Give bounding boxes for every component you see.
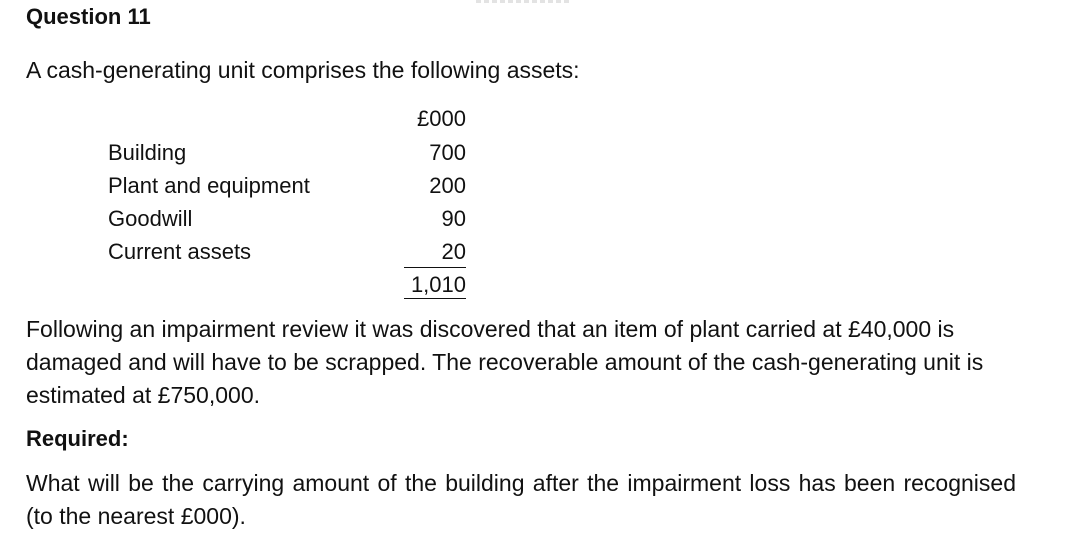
assets-table — [108, 106, 468, 302]
asset-label: Plant and equipment — [108, 173, 310, 198]
asset-value: 90 — [441, 206, 466, 231]
asset-value: 700 — [429, 140, 466, 165]
table-row — [108, 173, 468, 206]
scenario-paragraph: Following an impairment review it was discovered that an item of plant carried at £40,000 is damaged and will have to be scrapped. The recoverable amount of the cash-generating unit is estimated at £750,000. — [26, 316, 984, 408]
question-intro: A cash-generating unit comprises the following assets: — [26, 57, 580, 83]
total-value: 1,010 — [410, 272, 466, 297]
question-title: Question 11 — [26, 4, 151, 29]
table-row — [108, 206, 468, 239]
scan-artifact — [476, 0, 572, 3]
required-text: What will be the carrying amount of the building after the impairment loss has been recognised (to the nearest £000). — [26, 470, 1016, 529]
asset-label: Current assets — [108, 239, 252, 264]
asset-label: Building — [108, 140, 187, 165]
subtotal-rule — [404, 267, 466, 268]
table-row — [108, 140, 468, 173]
column-header-currency: £000 — [417, 106, 466, 131]
total-rule — [404, 298, 466, 299]
asset-value: 200 — [429, 173, 466, 198]
required-label: Required: — [26, 426, 129, 451]
asset-label: Goodwill — [108, 206, 193, 231]
asset-value: 20 — [441, 239, 466, 264]
